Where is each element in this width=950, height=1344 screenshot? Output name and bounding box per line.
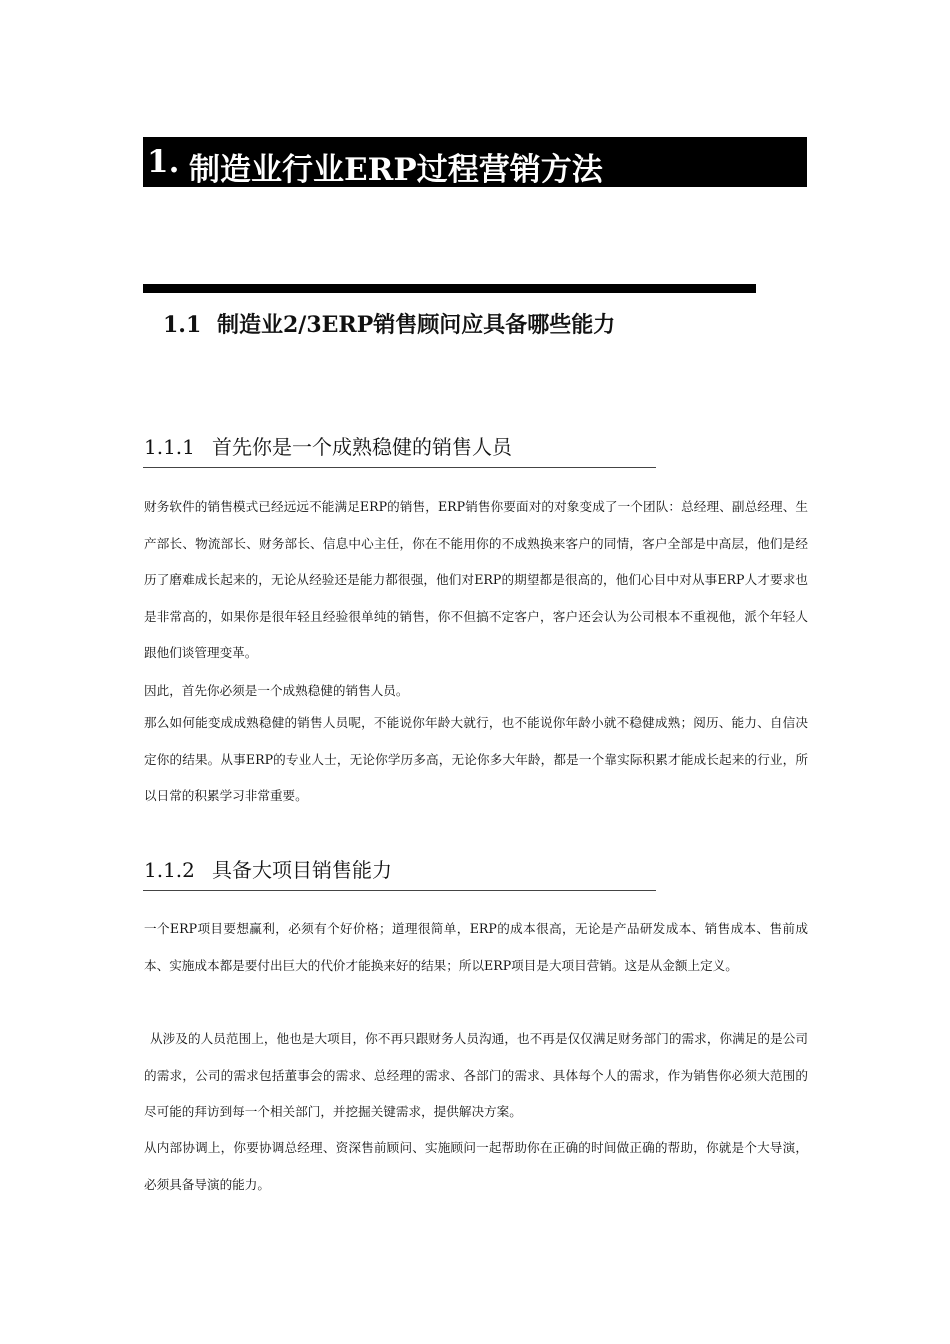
subsection-underline [143,890,656,891]
subsection-title: 具备大项目销售能力 [212,858,392,882]
subsection-number: 1.1.1 [144,435,195,459]
section-heading [163,308,615,339]
paragraph: 财务软件的销售模式已经远远不能满足ERP的销售，ERP销售你要面对的对象变成了一个团队：总经理、副总经理、生产部长、物流部长、财务部长、信息中心主任，你在不能用你的不成熟换来客户的同情，客户全部是中高层，他们是经历了磨难成长起来的，无论从经验还是能力都很强，他们对ERP的期望都是很高的，他们心目中对从事ERP人才要求也是非常高的，如果你是很年轻且经验很单纯的销售，你不但搞不定客户，客户还会认为公司根本不重视他，派个年轻人跟他们谈管理变革。 [144,499,808,660]
chapter-number: 1. [147,144,180,180]
section-title: 制造业2/3ERP销售顾问应具备哪些能力 [217,312,616,338]
paragraph: 那么如何能变成成熟稳健的销售人员呢，不能说你年龄大就行，也不能说你年龄小就不稳健成熟；阅历、能力、自信决定你的结果。从事ERP的专业人士，无论你学历多高，无论你多大年龄，都是一个靠实际积累才能成长起来的行业，所以日常的积累学习非常重要。 [144,715,808,803]
section-divider [143,284,756,293]
subsection-number: 1.1.2 [144,858,195,882]
subsection-title: 首先你是一个成熟稳健的销售人员 [212,435,512,459]
chapter-heading [143,137,807,187]
paragraph: 从涉及的人员范围上，他也是大项目，你不再只跟财务人员沟通，也不再是仅仅满足财务部门的需求，你满足的是公司的需求，公司的需求包括董事会的需求、总经理的需求、各部门的需求、具体每个人的需求，作为销售你必须大范围的尽可能的拜访到每一个相关部门，并挖掘关键需求，提供解决方案。 [144,1031,808,1119]
section-number: 1.1 [163,312,202,338]
chapter-title: 制造业行业ERP过程营销方法 [189,152,603,188]
subsection-heading-1 [144,431,512,460]
paragraph: 因此，首先你必须是一个成熟稳健的销售人员。 [144,683,409,698]
paragraph: 从内部协调上，你要协调总经理、资深售前顾问、实施顾问一起帮助你在正确的时间做正确的帮助，你就是个大导演，必须具备导演的能力。 [144,1140,808,1192]
subsection-heading-2 [144,854,392,883]
paragraph: 一个ERP项目要想赢利，必须有个好价格；道理很简单，ERP的成本很高，无论是产品研发成本、销售成本、售前成本、实施成本都是要付出巨大的代价才能换来好的结果；所以ERP项目是大项目营销。这是从金额上定义。 [144,921,808,973]
subsection-underline [143,467,656,468]
